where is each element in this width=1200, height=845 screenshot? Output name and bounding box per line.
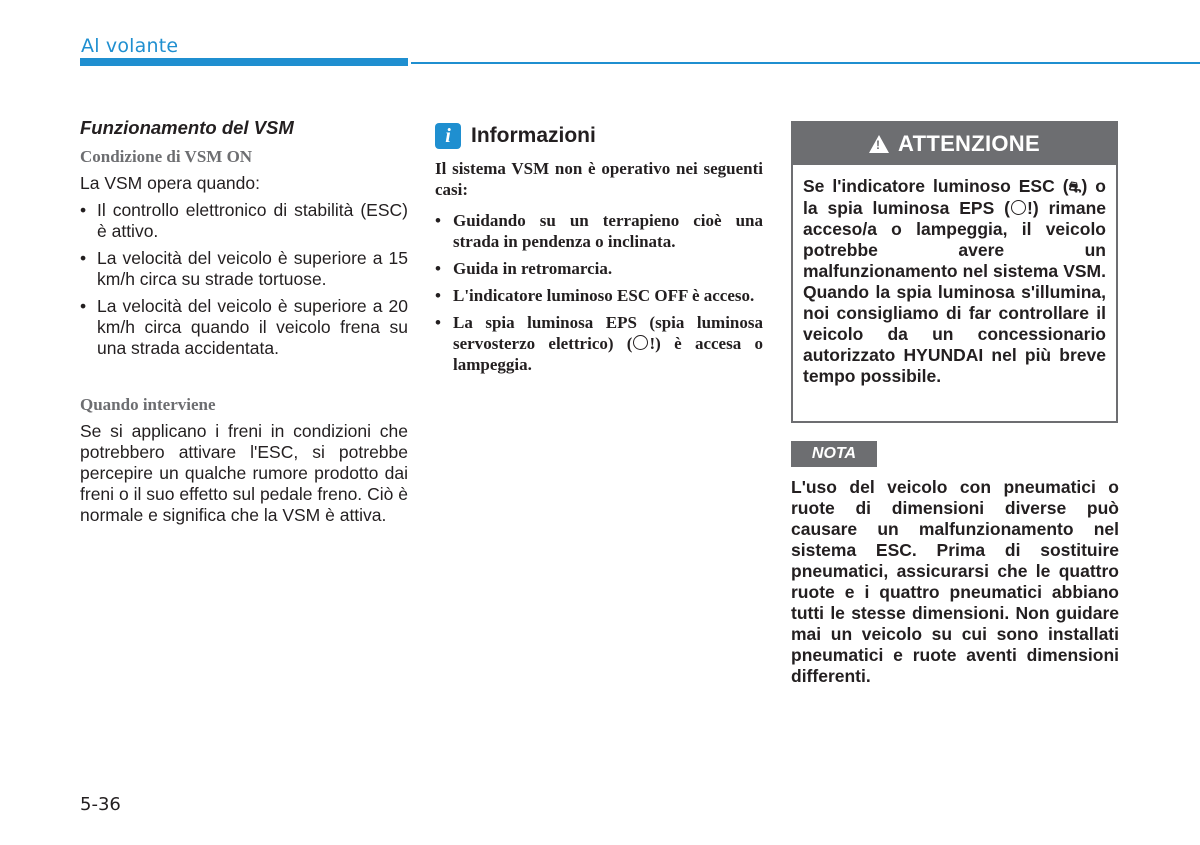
info-column (435, 123, 763, 381)
warning-title: ATTENZIONE (898, 131, 1040, 156)
warning-triangle-icon: ! (869, 135, 889, 153)
header-rule-thick (80, 58, 408, 66)
intro-text: La VSM opera quando: (80, 173, 260, 193)
list-item: • Guidando su un terrapieno cioè una strada in pendenza o inclinata. (435, 210, 763, 252)
info-intro: Il sistema VSM non è operativo nei seguenti casi: (435, 159, 763, 199)
list-item: • La spia luminosa EPS (spia luminosa servosterzo elettrico) ( !) è accesa o lampeggia. (435, 312, 763, 375)
warning-header (793, 123, 1116, 165)
nota-label: NOTA (791, 441, 877, 467)
list-item: • Il controllo elettronico di stabilità (ESC) è attivo. (80, 200, 408, 242)
condition-heading: Condizione di VSM ON (80, 147, 253, 166)
list-item: • Guida in retromarcia. (435, 258, 763, 279)
info-header (435, 123, 763, 149)
when-heading: Quando interviene (80, 395, 216, 414)
info-title: Informazioni (471, 124, 596, 147)
when-text: Se si applicano i freni in condizioni che potrebbero attivare l'ESC, si potrebbe percepire un qualche rumore prodotto dai freni o il suo effetto sul pedale freno. Ciò è normale e significa che la VSM è attiva. (80, 421, 408, 525)
eps-warning-icon (1011, 200, 1026, 215)
left-column (80, 117, 408, 526)
warning-box (791, 121, 1118, 423)
condition-list (80, 200, 408, 359)
header-rule-thin (411, 62, 1200, 64)
list-item: • La velocità del veicolo è superiore a 15 km/h circa su strade tortuose. (80, 248, 408, 290)
info-icon: i (435, 123, 461, 149)
list-item: • La velocità del veicolo è superiore a 20 km/h circa quando il veicolo frena su una strada accidentata. (80, 296, 408, 359)
section-title: Funzionamento del VSM (80, 117, 294, 138)
list-item: • L'indicatore luminoso ESC OFF è acceso. (435, 285, 763, 306)
info-list (435, 210, 763, 375)
eps-exclamation: ! (1027, 198, 1033, 218)
eps-exclamation: ! (649, 334, 656, 353)
nota-text: L'uso del veicolo con pneumatici o ruote di dimensioni diverse può causare un malfunzionamento nel sistema ESC. Prima di sostituire pneumatici, assicurarsi che le quattro ruote e i quattro pneumatici abbiano tutti le stesse dimensioni. Non guidare mai un veicolo su cui sono installati pneumatici e ruote aventi dimensioni differenti. (791, 477, 1119, 686)
warning-text: Se l'indicatore luminoso ESC (⛐) o la spia luminosa EPS ( !) rimane acceso/a o lampeggia, il veicolo potrebbe avere un malfunzionamento nel sistema VSM. Quando la spia luminosa s'illumina, noi consigliamo di far controllare il veicolo da un concessionario autorizzato HYUNDAI nel più breve tempo possibile. (803, 176, 1106, 386)
esc-indicator-icon: ⛐ (1068, 179, 1082, 196)
page-number: 5-36 (80, 794, 121, 815)
section-header-title: Al volante (81, 35, 179, 57)
eps-warning-icon (633, 335, 648, 350)
